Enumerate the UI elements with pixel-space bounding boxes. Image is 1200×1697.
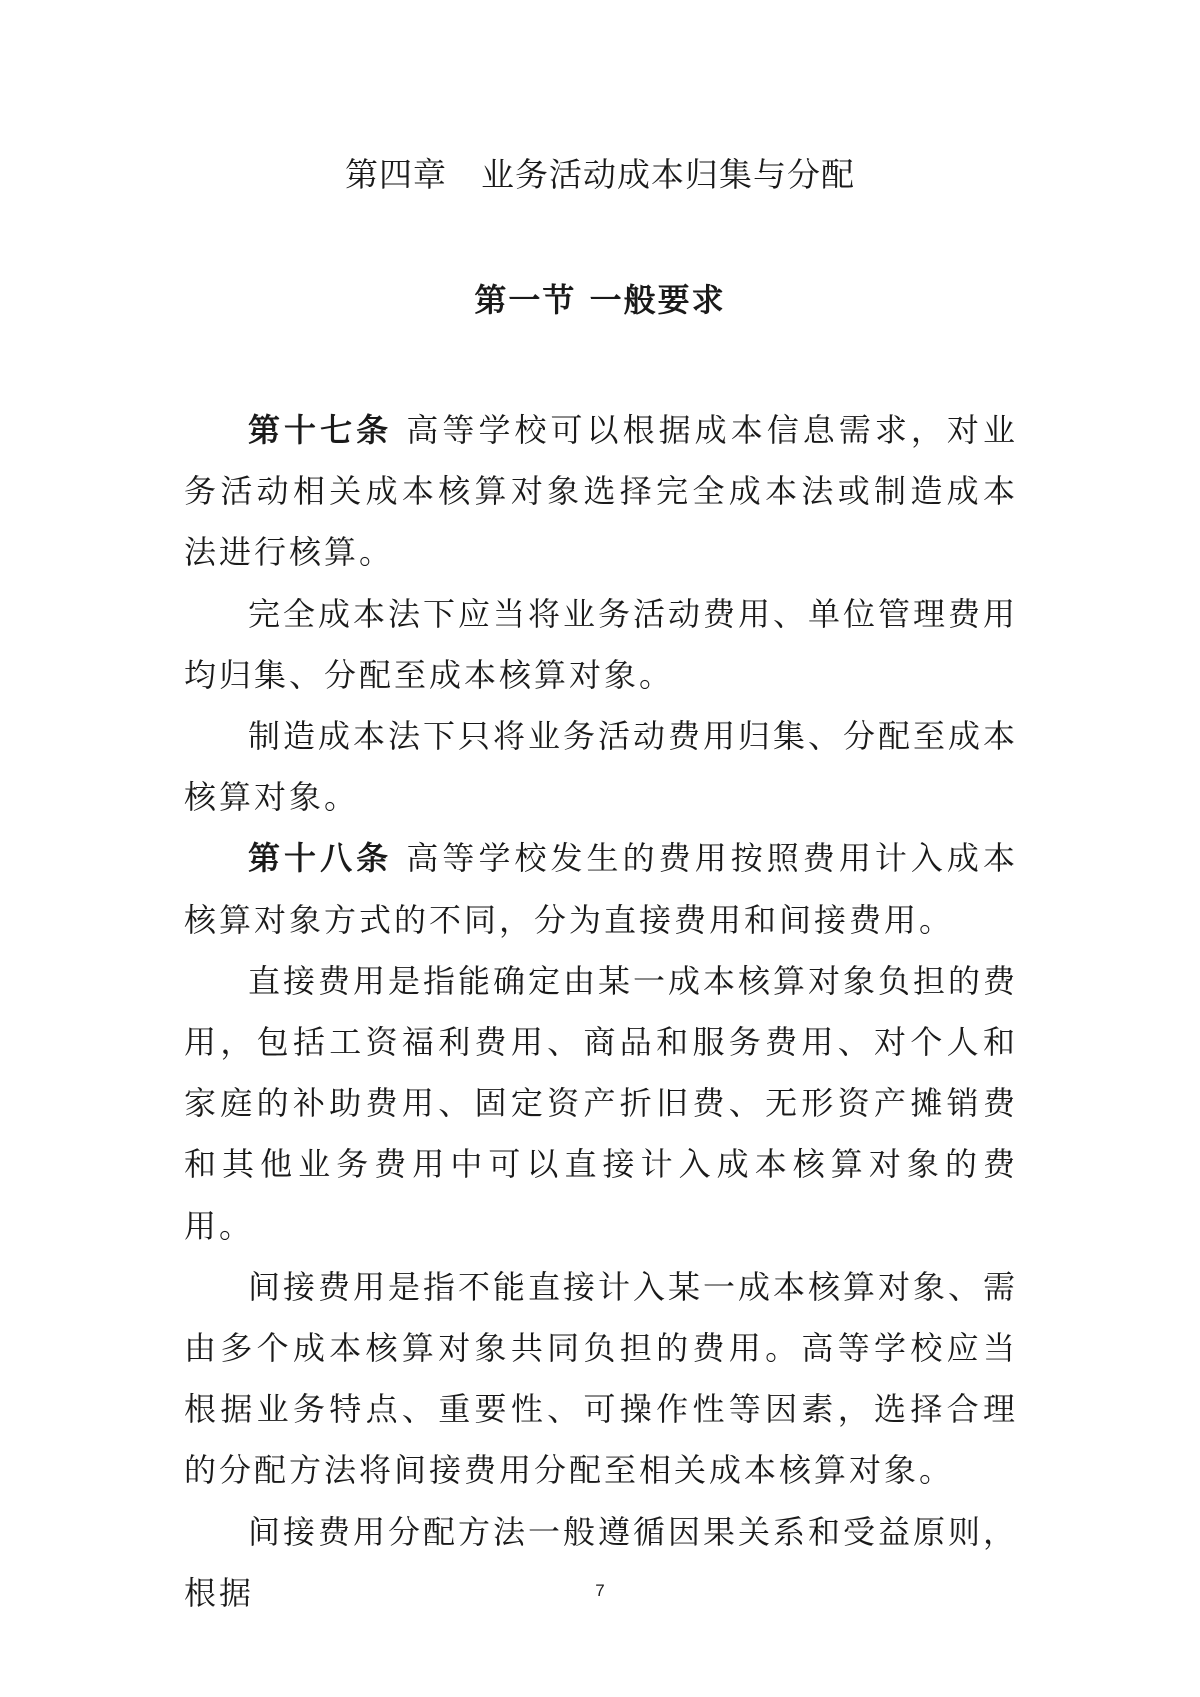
article-number: 第十八条 <box>248 839 393 878</box>
paragraph-text: 间接费用分配方法一般遵循因果关系和受益原则，根据 <box>184 1512 1019 1612</box>
paragraph-indirect-costs <box>184 1257 1018 1502</box>
paragraph-text: 高等学校可以根据成本信息需求，对业务活动相关成本核算对象选择完全成本法或制造成本法进行核算。 <box>184 411 1018 572</box>
paragraph-text: 间接费用是指不能直接计入某一成本核算对象、需由多个成本核算对象共同负担的费用。高等学校应当根据业务特点、重要性、可操作性等因素，选择合理的分配方法将间接费用分配至相关成本核算对象。 <box>184 1267 1019 1490</box>
paragraph-text: 高等学校发生的费用按照费用计入成本核算对象方式的不同，分为直接费用和间接费用。 <box>184 839 1018 939</box>
paragraph-text: 完全成本法下应当将业务活动费用、单位管理费用均归集、分配至成本核算对象。 <box>184 594 1019 694</box>
paragraph-manufacturing-cost-method <box>184 706 1018 828</box>
paragraph-allocation-method <box>184 1502 1018 1624</box>
paragraph-direct-costs <box>184 951 1018 1257</box>
paragraph-full-cost-method <box>184 584 1018 706</box>
paragraph-text: 制造成本法下只将业务活动费用归集、分配至成本核算对象。 <box>184 717 1019 817</box>
paragraph-article-18 <box>184 828 1018 950</box>
paragraph-article-17 <box>184 400 1018 584</box>
section-title: 第一节 一般要求 <box>474 281 726 319</box>
body-text <box>184 400 1018 1624</box>
page-number: 7 <box>595 1581 605 1600</box>
chapter-title: 第四章 业务活动成本归集与分配 <box>345 155 855 194</box>
article-number: 第十七条 <box>248 411 393 449</box>
paragraph-text: 直接费用是指能确定由某一成本核算对象负担的费用，包括工资福利费用、商品和服务费用、对个人和家庭的补助费用、固定资产折旧费、无形资产摊销费和其他业务费用中可以直接计入成本核算对象的费用。 <box>184 961 1019 1245</box>
